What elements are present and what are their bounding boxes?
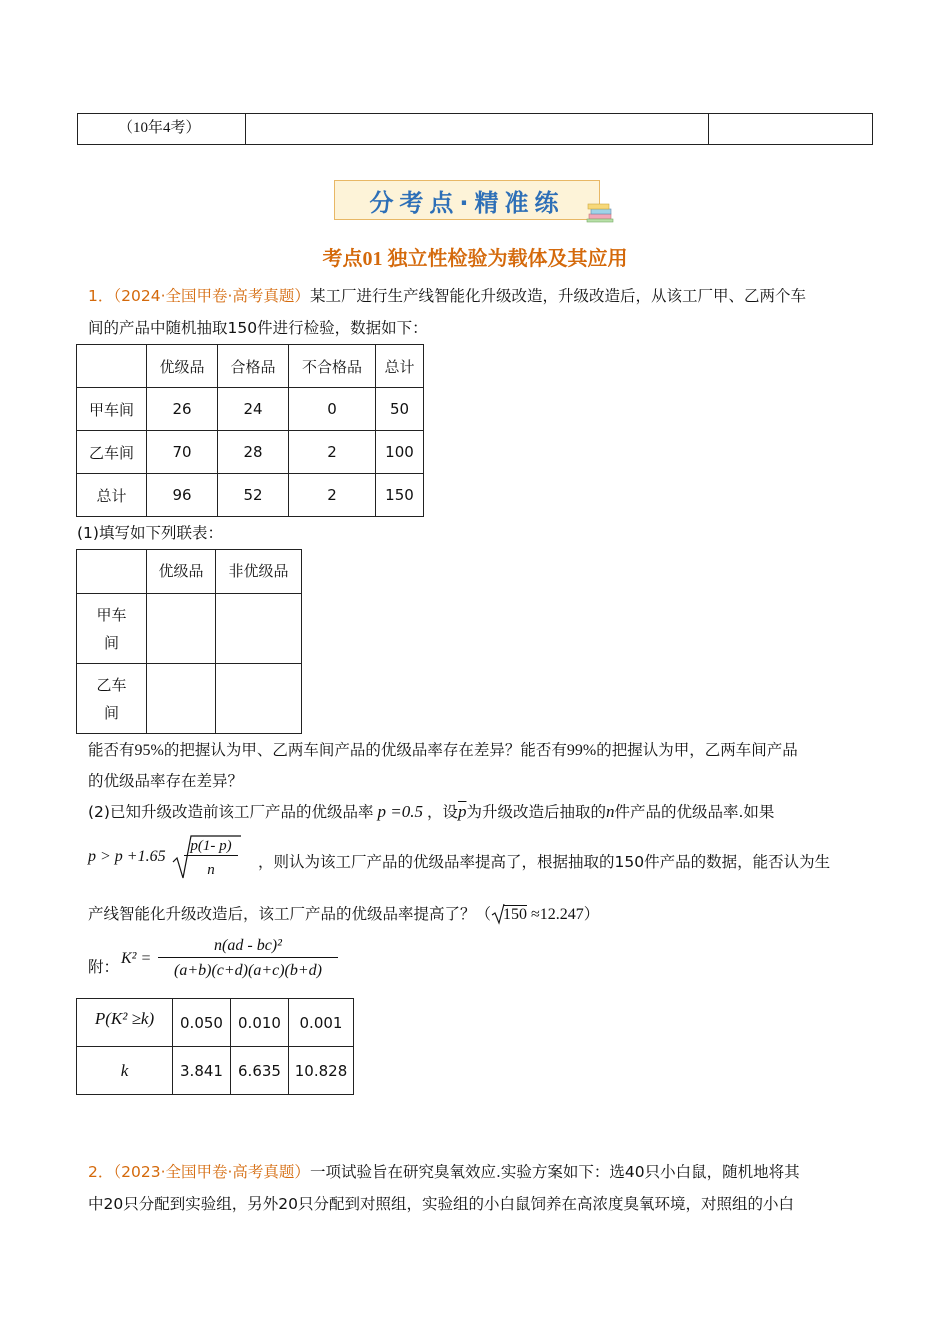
empty-cell xyxy=(147,664,216,734)
table-row xyxy=(77,474,424,517)
top-table-cell xyxy=(709,114,873,145)
sqrt-expr xyxy=(491,905,527,924)
table-cell: 0.001 xyxy=(289,999,354,1047)
contingency-table xyxy=(76,549,302,734)
table-header xyxy=(77,550,147,594)
table-row xyxy=(77,431,424,474)
section-banner xyxy=(334,180,600,220)
top-table xyxy=(77,113,873,145)
part2-line3 xyxy=(88,902,599,924)
sqrt-value: 150 xyxy=(503,906,528,923)
table-cell: 26 xyxy=(147,388,218,431)
approx-value: ≈12.247 xyxy=(531,906,584,923)
q1-number: 1． xyxy=(88,287,114,305)
inequality-left: p > p +1.65 xyxy=(88,848,166,865)
table-header xyxy=(77,345,147,388)
table-cell: 6.635 xyxy=(231,1047,289,1095)
k2-numerator: n(ad - bc)² xyxy=(158,937,338,958)
table-cell: 10.828 xyxy=(289,1047,354,1095)
part1-question-line2: 的优级品率存在差异？ xyxy=(88,772,244,790)
data-table xyxy=(76,344,424,517)
part2-line1 xyxy=(88,800,774,822)
table-cell: 0.010 xyxy=(231,999,289,1047)
table-header: 合格品 xyxy=(218,345,289,388)
part1-question xyxy=(88,738,798,760)
table-cell: 24 xyxy=(218,388,289,431)
q1-text: 某工厂进行生产线智能化升级改造，升级改造后，从该工厂甲、乙两个车 xyxy=(309,287,806,305)
text: 的把握认为甲、乙两车间产品的优级品率存在差异？能否有 xyxy=(163,741,567,759)
row-label: 乙车 间 xyxy=(77,664,147,734)
text: 的把握认为甲，乙两车间产品 xyxy=(596,741,798,759)
top-table-cell xyxy=(246,114,709,145)
table-header: 优级品 xyxy=(147,550,216,594)
q2-source: （2023·全国甲卷·高考真题） xyxy=(113,1163,310,1181)
k2-denominator: (a+b)(c+d)(a+c)(b+d) xyxy=(173,962,322,979)
table-row xyxy=(77,664,302,734)
q1-line1 xyxy=(88,284,806,306)
part2-line2: ，则认为该工厂产品的优级品率提高了，根据抽取的150件产品的数据，能否认为生 xyxy=(258,853,831,871)
q2-text: 一项试验旨在研究臭氧效应.实验方案如下：选40只小白鼠，随机地将其 xyxy=(309,1163,800,1181)
q2-number: 2． xyxy=(88,1163,114,1181)
ineq-numerator: p(1- p) xyxy=(184,838,238,856)
topic-title: 考点01 独立性检验为载体及其应用 xyxy=(322,248,628,270)
q1-source: （2024·全国甲卷·高考真题） xyxy=(113,287,310,305)
text: ） xyxy=(583,905,600,923)
text: ，设 xyxy=(426,803,458,821)
top-table-cell: （10年4考） xyxy=(78,114,246,145)
k2-lhs: K² = xyxy=(121,950,152,967)
row-label: 甲车间 xyxy=(77,388,147,431)
table-header: 不合格品 xyxy=(289,345,376,388)
table-row xyxy=(77,388,424,431)
ineq-denominator: n xyxy=(207,862,215,878)
table-cell: 50 xyxy=(376,388,424,431)
critical-value-table xyxy=(76,998,354,1095)
text: 能否有 xyxy=(88,741,135,759)
text: (2)已知升级改造前该工厂产品的优级品率 xyxy=(88,803,374,821)
table-cell: 2 xyxy=(289,431,376,474)
row-label: 乙车间 xyxy=(77,431,147,474)
table-cell: 0.050 xyxy=(173,999,231,1047)
sqrt-icon xyxy=(491,903,505,925)
table-header: 总计 xyxy=(376,345,424,388)
table-cell: 150 xyxy=(376,474,424,517)
table-cell: 2 xyxy=(289,474,376,517)
formula-p: p =0.5 xyxy=(377,802,423,821)
table-cell: 100 xyxy=(376,431,424,474)
table-cell: 96 xyxy=(147,474,218,517)
table-header: 非优级品 xyxy=(216,550,302,594)
books-icon xyxy=(586,200,616,224)
q2-line1 xyxy=(88,1160,800,1182)
table-cell: 28 xyxy=(218,431,289,474)
empty-cell xyxy=(216,664,302,734)
row-label: 总计 xyxy=(77,474,147,517)
pct-95: 95% xyxy=(134,742,164,759)
empty-cell xyxy=(216,594,302,664)
part1-label: (1)填写如下列联表： xyxy=(77,524,223,542)
table-cell: 70 xyxy=(147,431,218,474)
formula-n: n xyxy=(605,802,615,821)
table-cell: 52 xyxy=(218,474,289,517)
row-label: 甲车 间 xyxy=(77,594,147,664)
q2-line2: 中20只分配到实验组，另外20只分配到对照组，实验组的小白鼠饲养在高浓度臭氧环境，对照组的小白 xyxy=(88,1195,794,1213)
empty-cell xyxy=(147,594,216,664)
table-row xyxy=(77,594,302,664)
table-cell: 3.841 xyxy=(173,1047,231,1095)
text: 产线智能化升级改造后，该工厂产品的优级品率提高了？（ xyxy=(88,905,492,923)
banner-text: 分考点·精准练 xyxy=(369,188,565,217)
table-header: 优级品 xyxy=(147,345,218,388)
q1-line2: 间的产品中随机抽取150件进行检验，数据如下： xyxy=(88,319,428,337)
appendix-label: 附： xyxy=(88,958,120,976)
text: 为升级改造后抽取的 xyxy=(466,803,606,821)
table-cell: 0 xyxy=(289,388,376,431)
text: 件产品的优级品率.如果 xyxy=(614,803,775,821)
formula-pbar: $\overline{p}$ xyxy=(457,802,467,821)
row-label: k xyxy=(77,1047,173,1095)
table-header: P(K² ≥k) xyxy=(77,999,173,1047)
pct-99: 99% xyxy=(566,742,597,759)
